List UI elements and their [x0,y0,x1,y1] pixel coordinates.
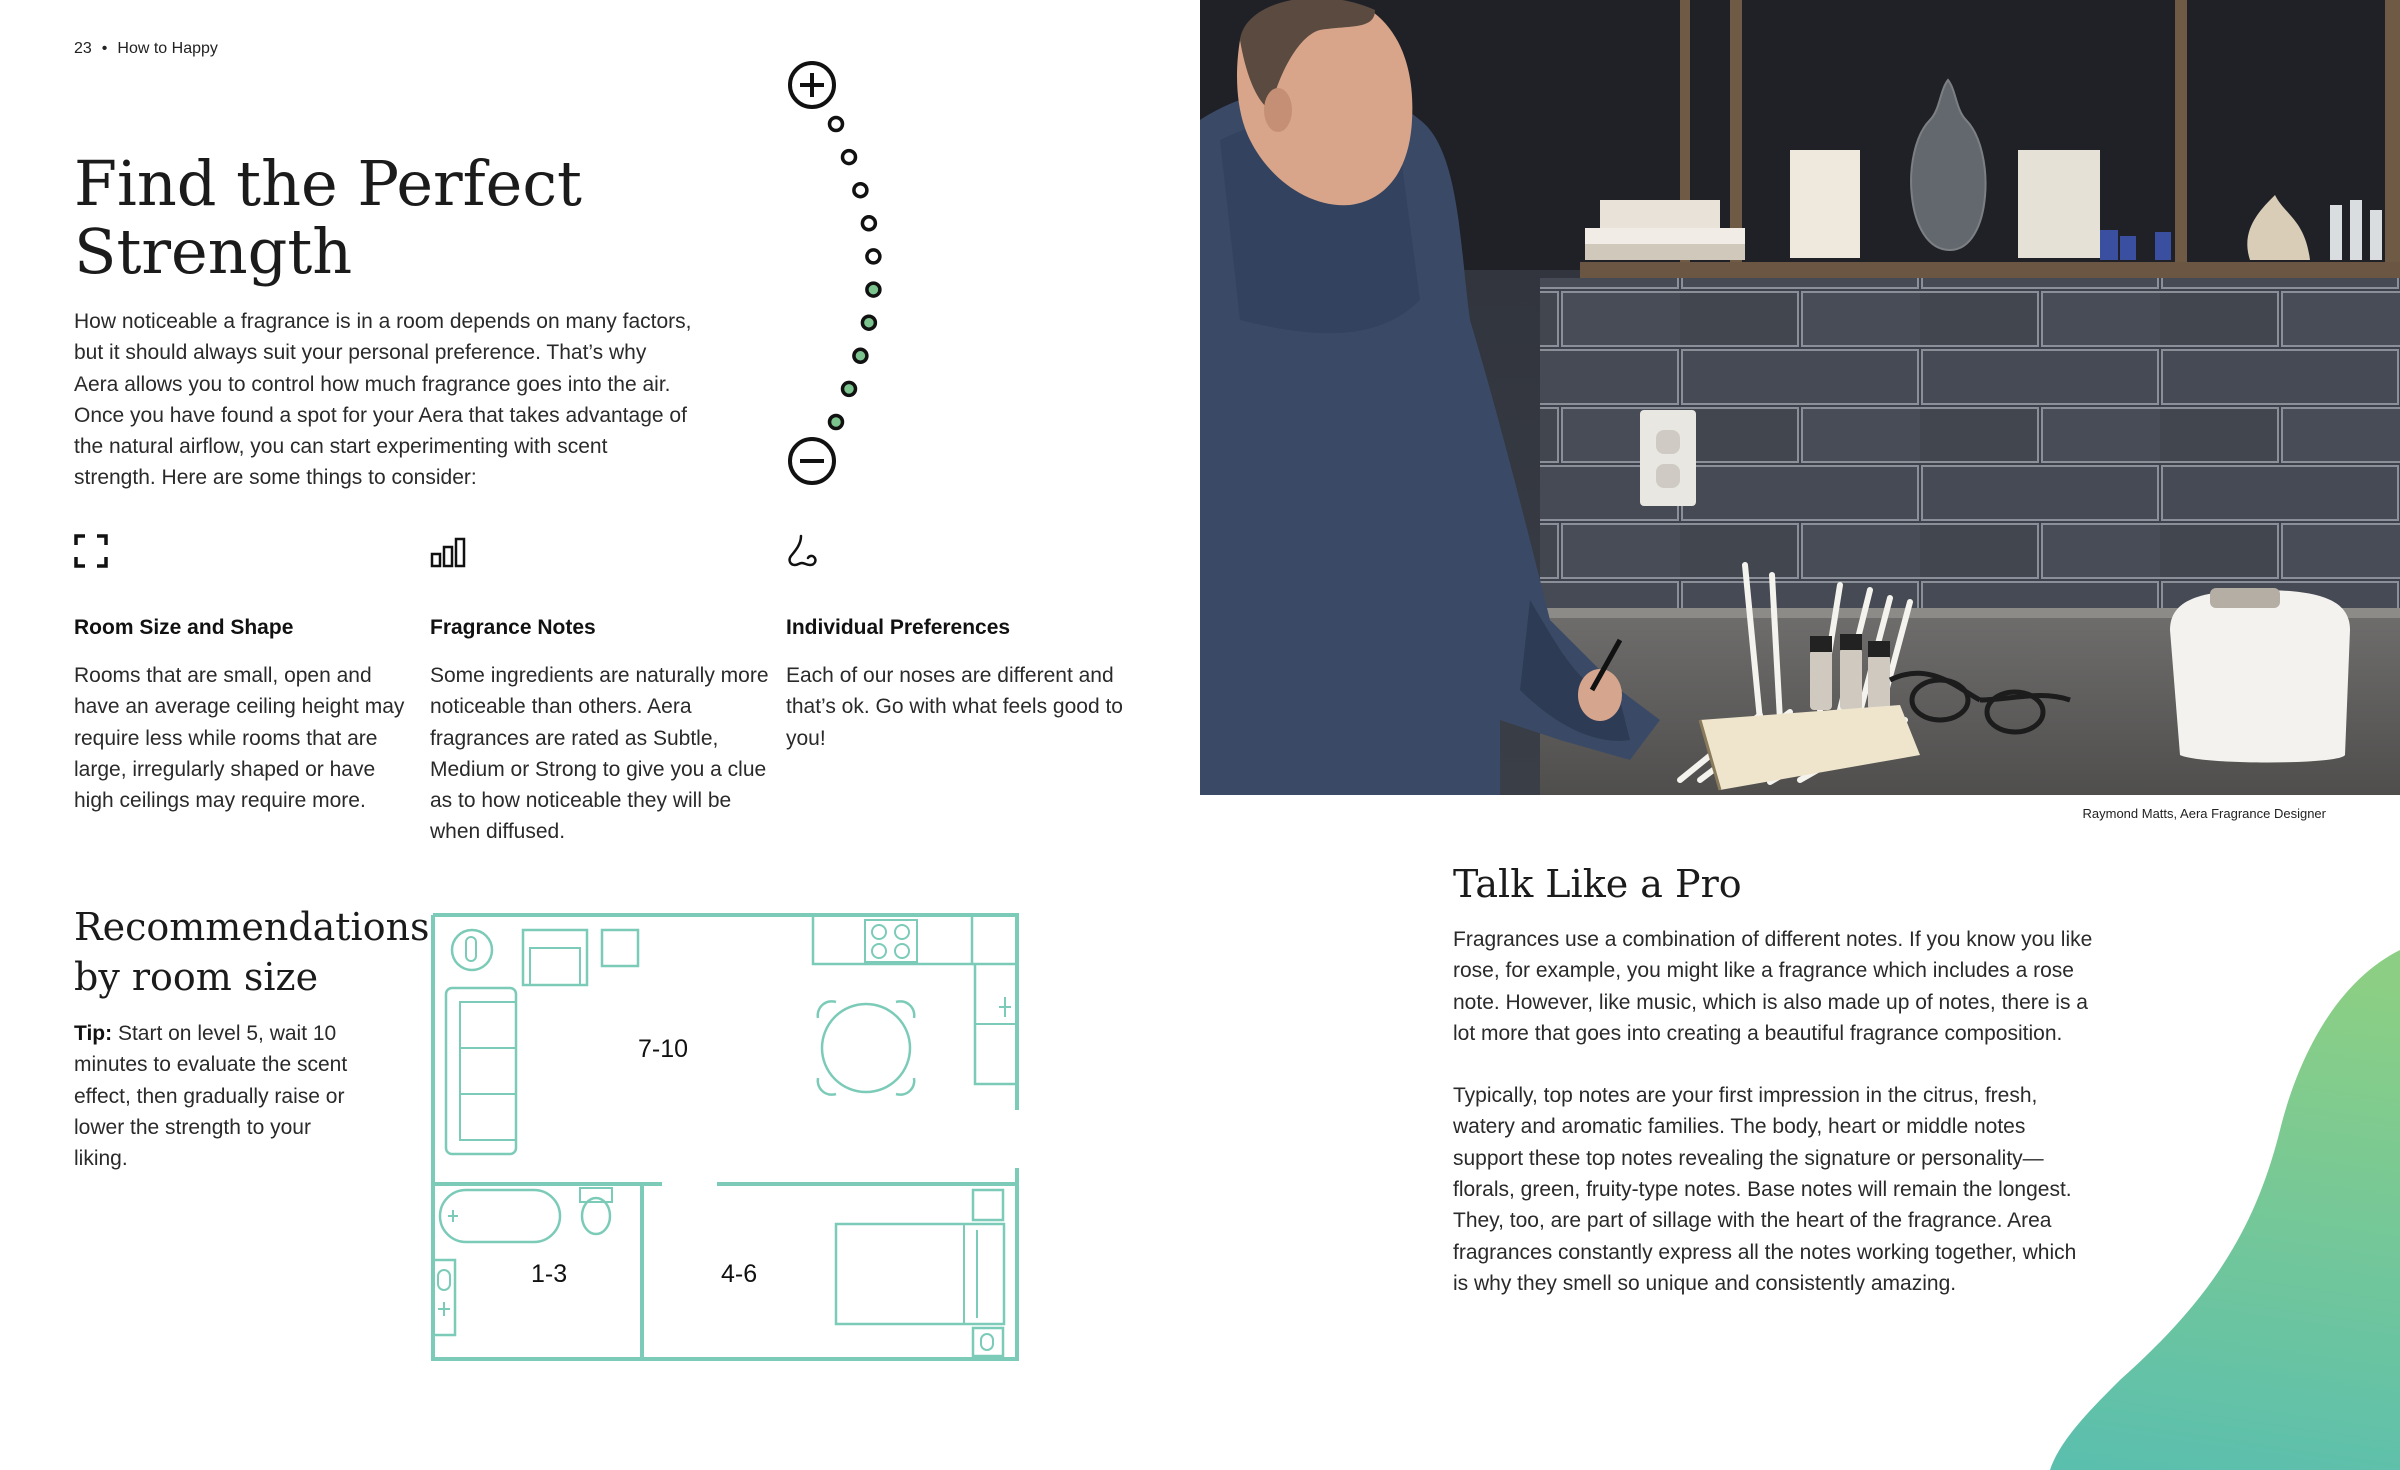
consideration-body: Some ingredients are naturally more noticeable than others. Aera fragrances are rated as Subtle, Medium or Strong to give you a clue as to how noticeable they will be when diffused. [430,664,769,844]
level-dots [830,118,880,429]
strength-level-dot [854,184,867,197]
recommendation-tip [74,1018,364,1174]
recommendations-title-line1: Recommendations [74,905,430,949]
talk-paragraph-1: Fragrances use a combination of different notes. If you know you like rose, for example, you might like a fragrance which includes a rose note. However, like music, which is also made up of notes, there is a lot more that goes into creating a beautiful fragrance composition. [1453,928,2093,1045]
room-frame-icon [74,534,414,574]
page-title [74,147,582,288]
consideration-body: Rooms that are small, open and have an average ceiling height may require less while rooms that are large, irregularly shaped or have high ceilings may require more. [74,664,405,813]
designer-photo [1200,0,2400,795]
consideration-individual-preferences [786,534,1126,754]
tip-label: Tip: [74,1022,113,1045]
page-number-left: 23 [74,40,92,57]
strength-level-dot [867,283,880,296]
consideration-title: Room Size and Shape [74,616,294,639]
strength-level-dot [854,349,867,362]
strength-level-dot [862,316,875,329]
plus-circle-icon [790,63,834,107]
strength-level-dot [867,250,880,263]
bar-levels-icon [430,534,770,574]
strength-level-illustration [780,58,900,488]
tip-text: Start on level 5, wait 10 minutes to evaluate the scent effect, then gradually raise or lower the strength to your liking. [74,1022,348,1171]
nose-icon [786,534,1126,574]
page-title-line2: Strength [74,215,353,288]
bullet-separator: • [101,40,108,57]
talk-like-a-pro-title: Talk Like a Pro [1453,862,1742,906]
strength-level-dot [843,151,856,164]
consideration-room-size [74,534,414,816]
bedroom-level-label: 4-6 [721,1260,758,1288]
consideration-body: Each of our noses are different and that’s ok. Go with what feels good to you! [786,664,1123,750]
strength-level-dot [830,416,843,429]
bathroom-level-label: 1-3 [531,1260,568,1288]
publication-title: How to Happy [117,40,218,57]
consideration-title: Individual Preferences [786,616,1011,639]
intro-paragraph: How noticeable a fragrance is in a room depends on many factors, but it should always suit your personal preference. That’s why Aera allows you to control how much fragrance goes into the air. Once you have found a spot for your Aera that takes advantage of the natural airflow, you can start experimenting with scent strength. Here are some things to consider: [74,310,692,490]
running-header [74,40,218,58]
decorative-gradient-wave [2040,940,2400,1470]
strength-level-dot [830,118,843,131]
floor-plan-diagram [430,912,1030,1362]
living-room-level-label: 7-10 [638,1035,689,1063]
photo-caption: Raymond Matts, Aera Fragrance Designer [2082,806,2326,821]
talk-like-a-pro-body [1453,924,2093,1330]
recommendations-title [74,902,430,1002]
minus-circle-icon [790,439,834,483]
strength-level-dot [843,382,856,395]
strength-level-dot [862,217,875,230]
consideration-title: Fragrance Notes [430,616,596,639]
consideration-fragrance-notes [430,534,770,848]
page-title-line1: Find the Perfect [74,147,582,220]
talk-paragraph-2: Typically, top notes are your first impression in the citrus, fresh, watery and aromatic families. The body, heart or middle notes support these top notes revealing the signature or personality—florals, green, fruity-type notes. Base notes will remain the longest. They, too, are part of sillage with the heart of the fragrance. Area fragrances constantly express all the notes working together, which is why they smell so unique and consistently amazing. [1453,1084,2077,1295]
recommendations-title-line2: by room size [74,955,319,999]
